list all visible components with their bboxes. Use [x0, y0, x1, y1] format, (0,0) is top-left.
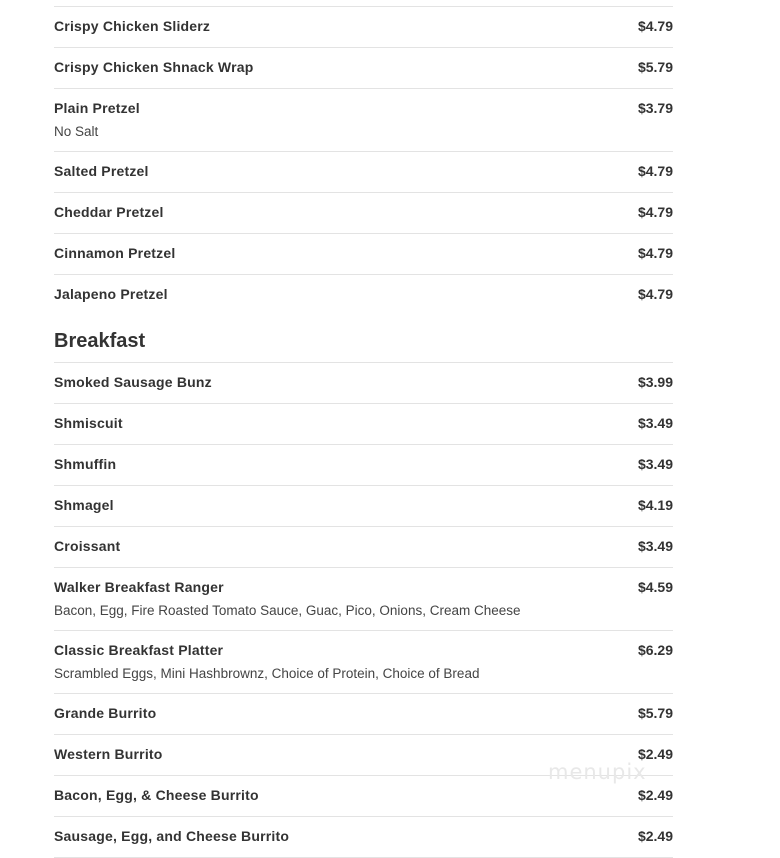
item-price: $5.79	[637, 59, 673, 75]
menu-item	[54, 734, 673, 775]
item-price: $3.49	[637, 538, 673, 554]
item-price: $4.79	[637, 18, 673, 34]
watermark-logo: menupix	[548, 760, 647, 784]
item-description: Bacon, Egg, Fire Roasted Tomato Sauce, Guac, Pico, Onions, Cream Cheese	[54, 603, 521, 618]
menu-item	[54, 362, 673, 403]
menu-item	[54, 233, 673, 274]
snack-section	[54, 6, 673, 315]
menu-item	[54, 693, 673, 734]
item-name: Grande Burrito	[54, 705, 157, 721]
item-name: Smoked Sausage Bunz	[54, 374, 212, 390]
item-name: Walker Breakfast Ranger	[54, 579, 224, 595]
item-name: Plain Pretzel	[54, 100, 140, 116]
item-name: Crispy Chicken Sliderz	[54, 18, 211, 34]
menu-item	[54, 403, 673, 444]
item-price: $4.79	[637, 163, 673, 179]
item-price: $2.49	[637, 787, 673, 803]
item-name: Bacon, Egg, & Cheese Burrito	[54, 787, 259, 803]
item-price: $3.79	[637, 100, 673, 116]
menu-item	[54, 526, 673, 567]
menu-item	[54, 192, 673, 233]
item-name: Jalapeno Pretzel	[54, 286, 168, 302]
item-name: Western Burrito	[54, 746, 163, 762]
menu-item	[54, 151, 673, 192]
section-title: Breakfast	[54, 330, 146, 352]
item-price: $3.99	[637, 374, 673, 390]
menu-item	[54, 88, 673, 151]
item-name: Sausage, Egg, and Cheese Burrito	[54, 828, 290, 844]
item-price: $4.19	[637, 497, 673, 513]
menu-item	[54, 274, 673, 315]
item-name: Cinnamon Pretzel	[54, 245, 176, 261]
item-price: $4.79	[637, 286, 673, 302]
item-name: Shmuffin	[54, 456, 117, 472]
item-price: $3.49	[637, 415, 673, 431]
menu-item	[54, 47, 673, 88]
item-name: Classic Breakfast Platter	[54, 642, 224, 658]
item-price: $2.49	[637, 746, 673, 762]
item-name: Crispy Chicken Shnack Wrap	[54, 59, 254, 75]
item-price: $2.49	[637, 828, 673, 844]
item-price: $3.49	[637, 456, 673, 472]
item-name: Croissant	[54, 538, 121, 554]
menu-list	[54, 6, 673, 858]
menu-item	[54, 6, 673, 47]
menu-item	[54, 485, 673, 526]
item-name: Shmagel	[54, 497, 114, 513]
menu-item	[54, 567, 673, 630]
item-price: $4.59	[637, 579, 673, 595]
item-price: $5.79	[637, 705, 673, 721]
item-name: Cheddar Pretzel	[54, 204, 164, 220]
item-price: $4.79	[637, 245, 673, 261]
menu-item	[54, 444, 673, 485]
menu-item	[54, 816, 673, 858]
section-spacer	[54, 315, 673, 329]
item-price: $4.79	[637, 204, 673, 220]
item-description: Scrambled Eggs, Mini Hashbrownz, Choice of Protein, Choice of Bread	[54, 666, 480, 681]
item-name: Salted Pretzel	[54, 163, 149, 179]
breakfast-section	[54, 329, 673, 858]
menu-item	[54, 630, 673, 693]
item-name: Shmiscuit	[54, 415, 123, 431]
menu-item	[54, 775, 673, 816]
item-description: No Salt	[54, 124, 99, 139]
item-price: $6.29	[637, 642, 673, 658]
